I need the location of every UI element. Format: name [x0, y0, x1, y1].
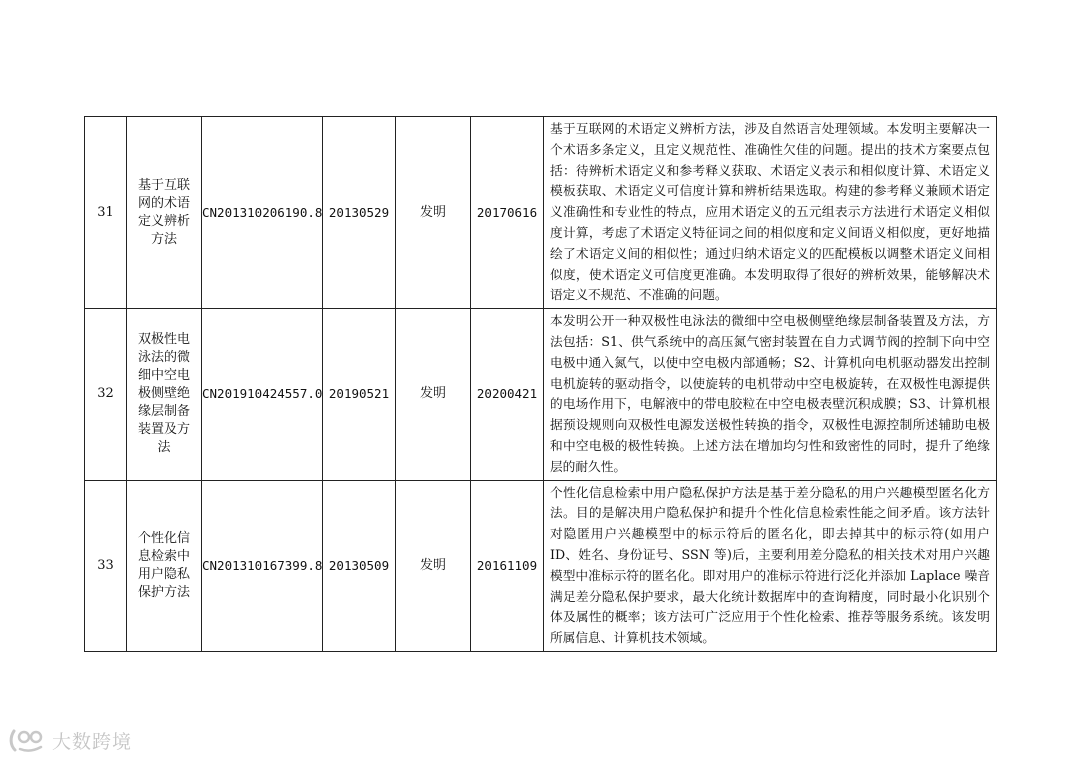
- application-number: CN201310167399.8: [202, 480, 323, 651]
- watermark-text: 大数跨境: [52, 730, 133, 753]
- application-number: CN201310206190.8: [202, 117, 323, 309]
- application-date: 20190521: [323, 309, 396, 480]
- table-row: [85, 309, 997, 480]
- dashuju-logo-icon: [8, 725, 48, 755]
- application-date: 20130509: [323, 480, 396, 651]
- patent-abstract: 本发明公开一种双极性电泳法的微细中空电极侧壁绝缘层制备装置及方法，方法包括：S1、供气系统中的高压氮气密封装置在自力式调节阀的控制下向中空电极中通入氮气，以使中空电极内部通畅；S2、计算机向电机驱动器发出控制电机旋转的驱动指令，以使旋转的电机带动中空电极旋转，在双极性电源提供的电场作用下，电解液中的带电胶粒在中空电极表壁沉积成膜；S3、计算机根据预设规则向双极性电源发送极性转换的指令，双极性电源控制所述辅助电极和中空电极的极性转换。上述方法在增加均匀性和致密性的同时，提升了绝缘层的耐久性。: [544, 309, 997, 480]
- patent-abstract: 基于互联网的术语定义辨析方法，涉及自然语言处理领域。本发明主要解决一个术语多条定义，且定义规范性、准确性欠佳的问题。提出的技术方案要点包括：待辨析术语定义和参考释义获取、术语定义表示和相似度计算、术语定义模板获取、术语定义可信度计算和辨析结果选取。构建的参考释义兼顾术语定义准确性和专业性的特点，应用术语定义的五元组表示方法进行术语定义相似度计算，考虑了术语定义特征词之间的相似度和定义间语义相似度，更好地描绘了术语定义间的相似性；通过归纳术语定义的匹配模板以调整术语定义间相似度，使术语定义可信度更准确。本发明取得了很好的辨析效果，能够解决术语定义不规范、不准确的问题。: [544, 117, 997, 309]
- watermark: [8, 722, 132, 758]
- grant-date: 20161109: [471, 480, 544, 651]
- row-index: 32: [85, 309, 127, 480]
- table-row: [85, 117, 997, 309]
- row-index: 33: [85, 480, 127, 651]
- grant-date: 20200421: [471, 309, 544, 480]
- grant-date: 20170616: [471, 117, 544, 309]
- application-date: 20130529: [323, 117, 396, 309]
- table-row: [85, 480, 997, 651]
- row-index: 31: [85, 117, 127, 309]
- patent-name: 基于互联网的术语定义辨析方法: [127, 117, 202, 309]
- patent-name: 个性化信息检索中用户隐私保护方法: [127, 480, 202, 651]
- application-number: CN201910424557.0: [202, 309, 323, 480]
- patent-table: [84, 116, 997, 652]
- patent-name: 双极性电泳法的微细中空电极侧壁绝缘层制备装置及方法: [127, 309, 202, 480]
- patent-type: 发明: [396, 117, 471, 309]
- patent-abstract: 个性化信息检索中用户隐私保护方法是基于差分隐私的用户兴趣模型匿名化方法。目的是解决用户隐私保护和提升个性化信息检索性能之间矛盾。该方法针对隐匿用户兴趣模型中的标示符后的匿名化，即去掉其中的标示符(如用户 ID、姓名、身份证号、SSN 等)后，主要利用差分隐私的相关技术对用户兴趣模型中准标示符的匿名化。即对用户的准标示符进行泛化并添加 Laplace 噪音满足差分隐私保护要求，最大化统计数据库中的查询精度，同时最小化识别个体及属性的概率；该方法可广泛应用于个性化检索、推荐等服务系统。该发明所属信息、计算机技术领域。: [544, 480, 997, 651]
- patent-type: 发明: [396, 480, 471, 651]
- patent-type: 发明: [396, 309, 471, 480]
